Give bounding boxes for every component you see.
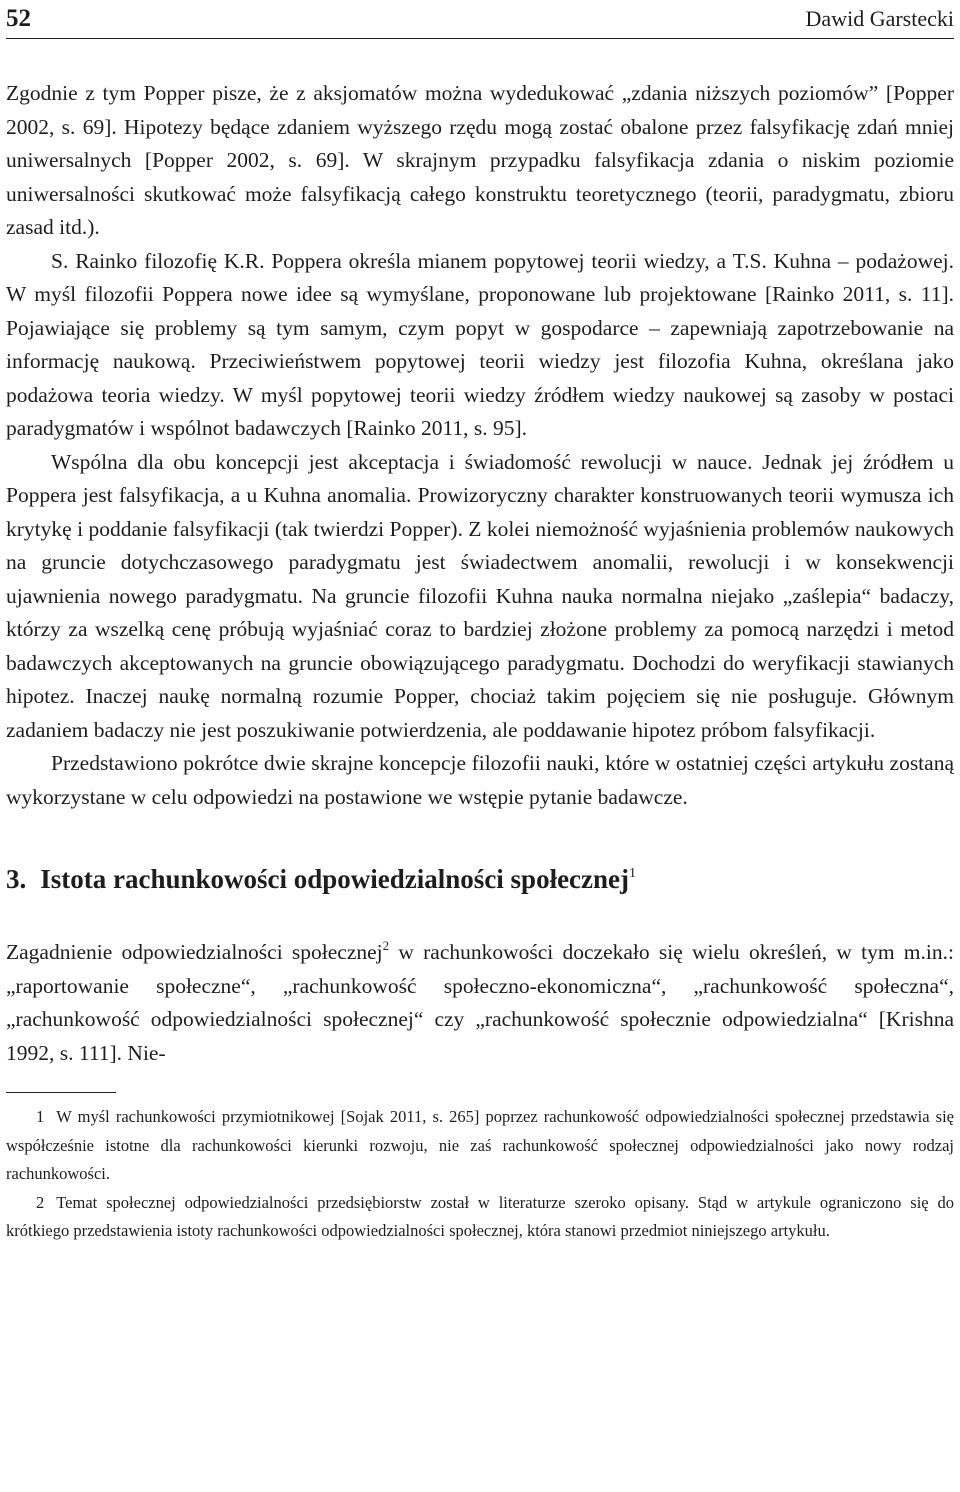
body-text: [6, 77, 954, 1070]
page-number: 52: [6, 5, 31, 32]
running-head-author: Dawid Garstecki: [805, 6, 954, 31]
footnote-2: [6, 1189, 954, 1246]
section-title: Istota rachunkowości odpowiedzialności społecznej: [40, 864, 630, 894]
footnote-1-mark: 1: [36, 1107, 45, 1126]
section-heading: [6, 858, 954, 895]
paragraph-5: [6, 929, 954, 1070]
paragraph-4: Przedstawiono pokrótce dwie skrajne koncepcje filozofii nauki, które w ostatniej części artykułu zostaną wykorzystane w celu odpowiedzi na postawione we wstępie pytanie badawcze.: [6, 751, 954, 809]
footnote-ref-1[interactable]: 1: [629, 866, 637, 881]
footnote-2-mark: 2: [36, 1192, 45, 1212]
paragraph-1: Zgodnie z tym Popper pisze, że z aksjomatów można wydedukować „zdania niższych poziomów” [Popper 2002, s. 69]. Hipotezy będące zdaniem wyższego rzędu mogą zostać obalone przez falsyfikację zdań mniej uniwersalnych [Popper 2002, s. 69]. W skrajnym przypadku falsyfikacja zdania o niskim poziomie uniwersalności skutkować może falsyfikacją całego konstruktu teoretycznego (teorii, paradygmatu, zbioru zasad itd.).: [6, 81, 954, 239]
footnote-1: [6, 1103, 954, 1189]
footnote-2-text: Temat społecznej odpowiedzialności przedsiębiorstw został w literaturze szeroko opisany. Stąd w artykule ograniczono się do krótkiego przedstawienia istoty rachunkowości odpowiedzialności społecznej, która stanowi przedmiot niniejszego artykułu.: [6, 1192, 954, 1240]
paragraph-5-part1: Zagadnienie odpowiedzialności społecznej: [6, 940, 383, 964]
running-head: [6, 0, 954, 39]
section-number: 3.: [6, 864, 27, 894]
paragraph-3: Wspólna dla obu koncepcji jest akceptacja i świadomość rewolucji w nauce. Jednak jej źródłem u Poppera jest falsyfikacja, a u Kuhna anomalia. Prowizoryczny charakter konstruowanych teorii wymusza ich krytykę i poddanie falsyfikacji (tak twierdzi Popper). Z kolei niemożność wyjaśnienia problemów naukowych na gruncie dotychczasowego paradygmatu jest świadectwem anomalii, rewolucji i w konsekwencji ujawnienia nowego paradygmatu. Na gruncie filozofii Kuhna nauka normalna niejako „zaślepia“ badaczy, którzy za wszelką cenę próbują wyjaśniać coraz to bardziej złożone problemy za pomocą narzędzi i metod badawczych akceptowanych na gruncie obowiązującego paradygmatu. Dochodzi do weryfikacji stawianych hipotez. Inaczej naukę normalną rozumie Popper, chociaż takim pojęciem się nie posługuje. Głównym zadaniem badaczy nie jest poszukiwanie potwierdzenia, ale poddawanie hipotez próbom falsyfikacji.: [6, 449, 954, 742]
paragraph-5-part2: w rachunkowości doczekało się wielu określeń, w tym m.in.: „raportowanie społeczne“, „rachunkowość społeczno-ekonomiczna“, „rachunkowość społeczna“, „rachunkowość odpowiedzialności społecznej“ czy „rachunkowość społecznie odpowiedzialna“ [Krishna 1992, s. 111]. Nie-: [6, 940, 954, 1065]
footnote-ref-2[interactable]: 2: [382, 938, 390, 953]
footnotes: [6, 1103, 954, 1246]
paragraph-2: S. Rainko filozofię K.R. Poppera określa mianem popytowej teorii wiedzy, a T.S. Kuhna – podażowej. W myśl filozofii Poppera nowe idee są wymyślane, proponowane lub projektowane [Rainko 2011, s. 11]. Pojawiające się problemy są tym samym, czym popyt w gospodarce – zapewniają zapotrzebowanie na informację naukową. Przeciwieństwem popytowej teorii wiedzy jest filozofia Kuhna, określana jako podażowa teoria wiedzy. W myśl popytowej teorii wiedzy źródłem wiedzy naukowej są zasoby w postaci paradygmatów i wspólnot badawczych [Rainko 2011, s. 95].: [6, 248, 954, 440]
footnote-1-text: W myśl rachunkowości przymiotnikowej [Sojak 2011, s. 265] poprzez rachunkowość odpowiedzialności społecznej przedstawia się współcześnie istotne dla rachunkowości kierunki rozwoju, nie zaś rachunkowość społecznej odpowiedzialności jako nowy rodzaj rachunkowości.: [6, 1107, 954, 1183]
footnote-separator: [6, 1092, 116, 1093]
